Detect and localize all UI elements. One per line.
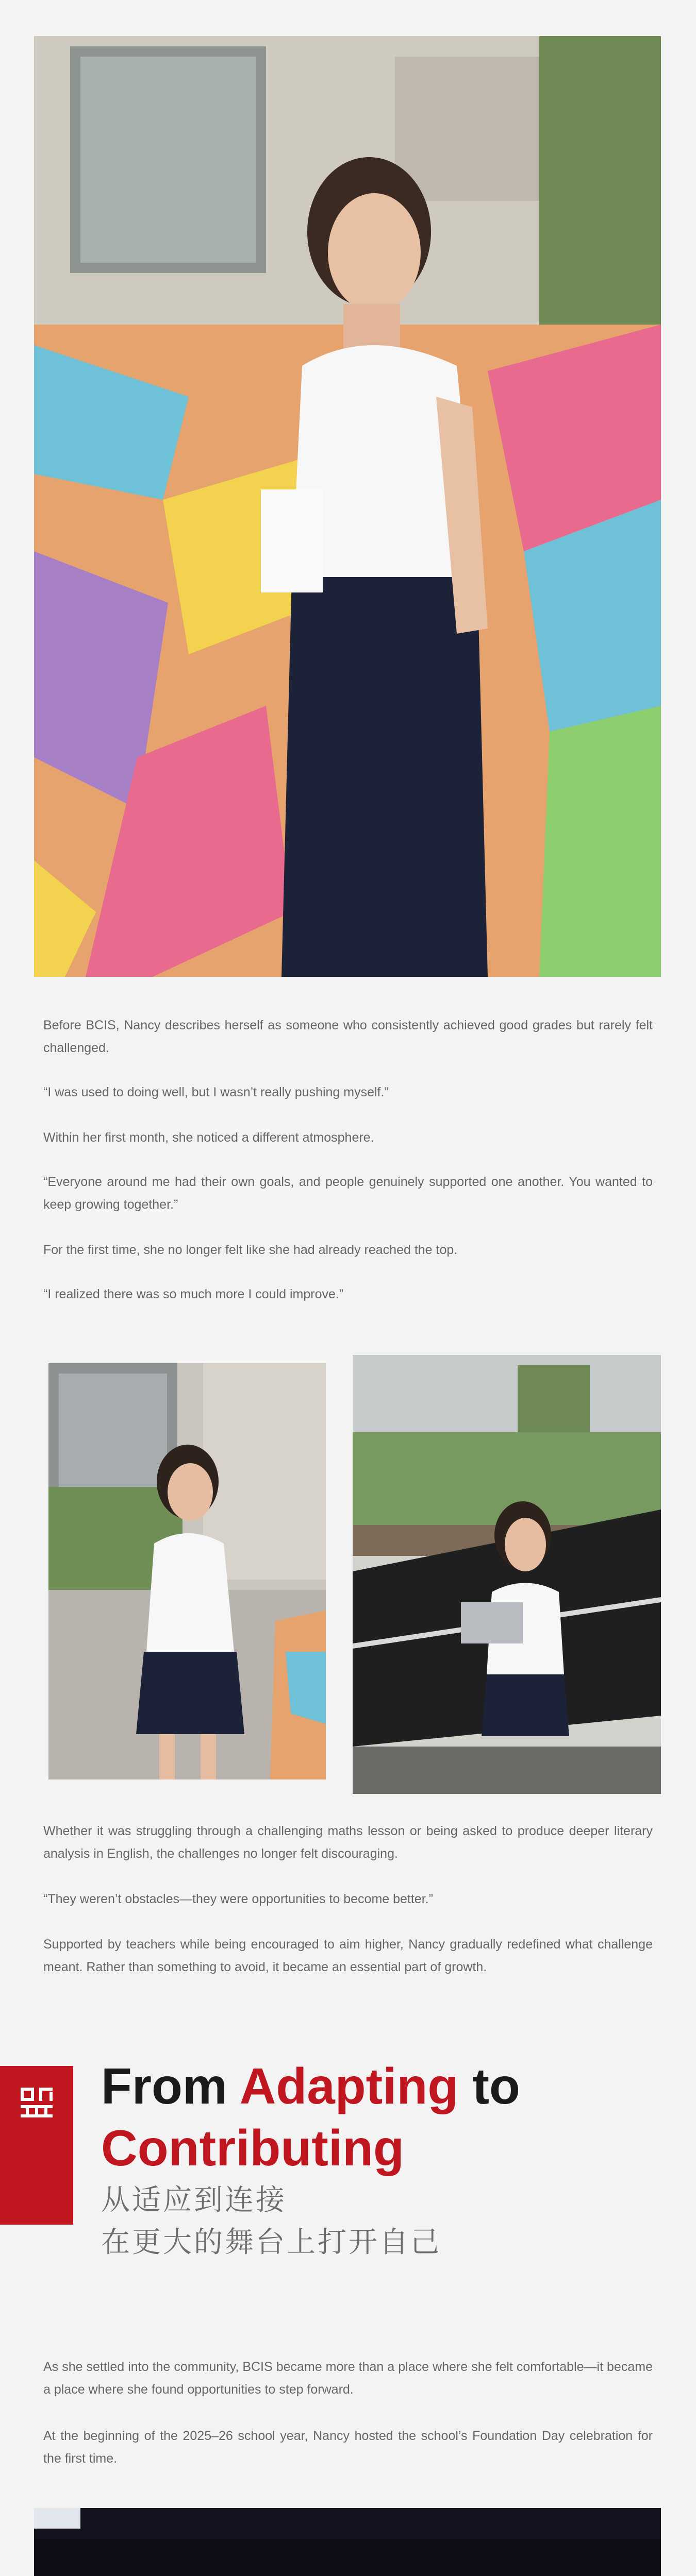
section-heading-line1 [101, 2056, 520, 2116]
section-subtitle-cn-2: 在更大的舞台上打开自己 [101, 2226, 441, 2259]
bcis-logo-icon [19, 2084, 55, 2121]
heading-word-to: to [458, 2058, 520, 2114]
section-subtitle-cn-1: 从适应到连接 [101, 2183, 287, 2217]
paragraph-foundation-day: At the beginning of the 2025–26 school year, Nancy hosted the school’s Foundation Day celebration for the first time. [43, 2429, 653, 2466]
heading-word-from: From [101, 2058, 240, 2114]
paragraph-first-month: Within her first month, she noticed a different atmosphere. [43, 1130, 374, 1145]
photo-foundation-day-stage [34, 2508, 661, 2576]
quote-not-obstacles: “They weren’t obstacles—they were opportunities to become better.” [43, 1892, 433, 1906]
paragraph-intro: Before BCIS, Nancy describes herself as someone who consistently achieved good grades but rarely felt challenged. [43, 1018, 653, 1055]
paragraph-settled-in: As she settled into the community, BCIS became more than a place where she felt comfortable—it became a place where she found opportunities to step forward. [43, 2360, 653, 2397]
paragraph-challenges: Whether it was struggling through a challenging maths lesson or being asked to produce deeper literary analysis in English, the challenges no longer felt discouraging. [43, 1824, 653, 1861]
quote-so-much-more: “I realized there was so much more I could improve.” [43, 1287, 344, 1301]
heading-word-adapting: Adapting [239, 2058, 459, 2114]
section-logo-block [0, 2066, 73, 2225]
paragraph-first-time: For the first time, she no longer felt like she had already reached the top. [43, 1243, 458, 1257]
quote-used-to-doing-well: “I was used to doing well, but I wasn’t really pushing myself.” [43, 1085, 389, 1099]
photo-left-standing [48, 1363, 326, 1780]
section-heading-line2: Contributing [101, 2120, 404, 2176]
hero-photo [34, 36, 661, 977]
photo-right-laptop [353, 1355, 661, 1794]
quote-everyone-around: “Everyone around me had their own goals, and people genuinely supported one another. You wanted to keep growing together.” [43, 1175, 653, 1212]
paragraph-redefined-challenge: Supported by teachers while being encouraged to aim higher, Nancy gradually redefined what challenge meant. Rather than something to avoid, it became an essential part of growth. [43, 1937, 653, 1974]
